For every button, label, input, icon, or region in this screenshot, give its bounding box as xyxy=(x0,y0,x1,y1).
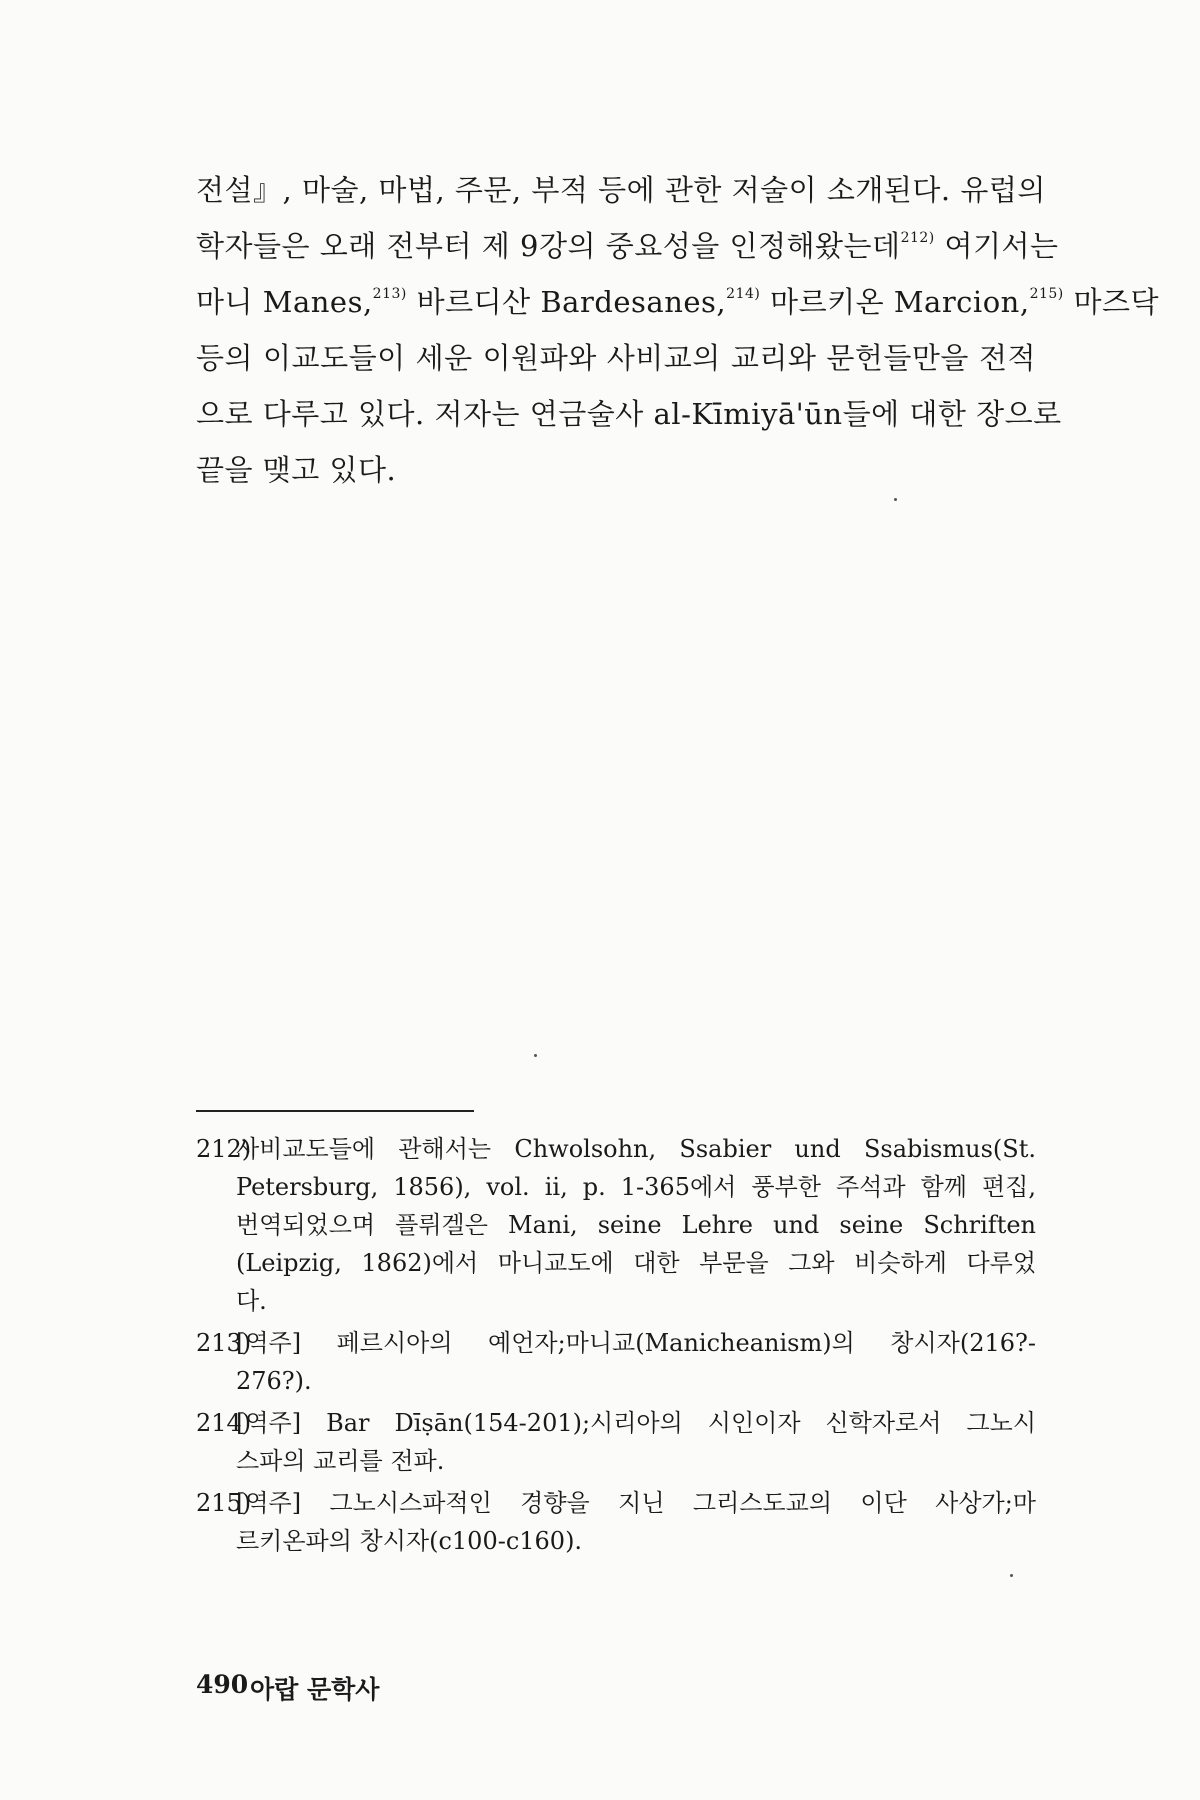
footnote-212 xyxy=(196,1130,1036,1320)
body-line: 으로 다루고 있다. 저자는 연금술사 al-Kīmiyā'ūn들에 대한 장으로 xyxy=(196,397,1062,431)
body-line: 끝을 맺고 있다. xyxy=(196,453,397,487)
footnote-line: 276?). xyxy=(236,1367,312,1395)
footnote-line: 르키온파의 창시자(c100-c160). xyxy=(236,1527,583,1555)
running-title: 아랍 문학사 xyxy=(250,1675,380,1704)
body-line: 전설』, 마술, 마법, 주문, 부적 등에 관한 저술이 소개된다. 유럽의 xyxy=(196,173,1046,207)
footnote-ref: 215) xyxy=(1029,286,1064,302)
scan-speck xyxy=(1010,1574,1013,1577)
page-number: 490 xyxy=(196,1670,249,1699)
footnote-number: 213) xyxy=(196,1329,252,1357)
footnote-line: Petersburg, 1856), vol. ii, p. 1-365에서 풍부한 주석과 함께 편집, xyxy=(236,1173,1036,1201)
footnote-line: [역주] 그노시스파적인 경향을 지닌 그리스도교의 이단 사상가;마 xyxy=(236,1489,1036,1517)
footnote-215 xyxy=(196,1484,1036,1560)
body-line: 마니 Manes,$^{213)}$ 바르디산 Bardesanes,$^{214)}$ 마르키온 Marcion,$^{215)}$ 마즈닥 xyxy=(196,285,1160,319)
footnote-ref: 214) xyxy=(726,286,761,302)
footnote-number: 215) xyxy=(196,1489,252,1517)
footnote-separator xyxy=(196,1110,474,1112)
footnote-line: [역주] Bar Dīṣān(154-201);시리아의 시인이자 신학자로서 그노시 xyxy=(236,1409,1036,1437)
footnote-213 xyxy=(196,1324,1036,1400)
footnote-ref: 213) xyxy=(372,286,407,302)
footnote-line: 사비교도들에 관해서는 Chwolsohn, Ssabier und Ssabismus(St. xyxy=(236,1135,1036,1163)
body-line: 학자들은 오래 전부터 제 9강의 중요성을 인정해왔는데$^{212)}$ 여기서는 xyxy=(196,229,1059,263)
scan-speck xyxy=(894,498,897,501)
body-line: 등의 이교도들이 세운 이원파와 사비교의 교리와 문헌들만을 전적 xyxy=(196,341,1036,375)
footnote-line: (Leipzig, 1862)에서 마니교도에 대한 부문을 그와 비슷하게 다루었 xyxy=(236,1249,1036,1277)
footnote-number: 214) xyxy=(196,1409,252,1437)
footnote-line: [역주] 페르시아의 예언자;마니교(Manicheanism)의 창시자(216?- xyxy=(236,1329,1036,1357)
footnote-214 xyxy=(196,1404,1036,1480)
footnotes xyxy=(196,1130,1036,1564)
footnote-line: 다. xyxy=(236,1287,267,1315)
footnote-line: 스파의 교리를 전파. xyxy=(236,1447,445,1475)
footnote-number: 212) xyxy=(196,1135,252,1163)
scan-speck xyxy=(534,1054,537,1057)
footnote-line: 번역되었으며 플뤼겔은 Mani, seine Lehre und seine Schriften xyxy=(236,1211,1036,1239)
footnote-ref: 212) xyxy=(900,230,935,246)
body-text xyxy=(196,162,1160,498)
